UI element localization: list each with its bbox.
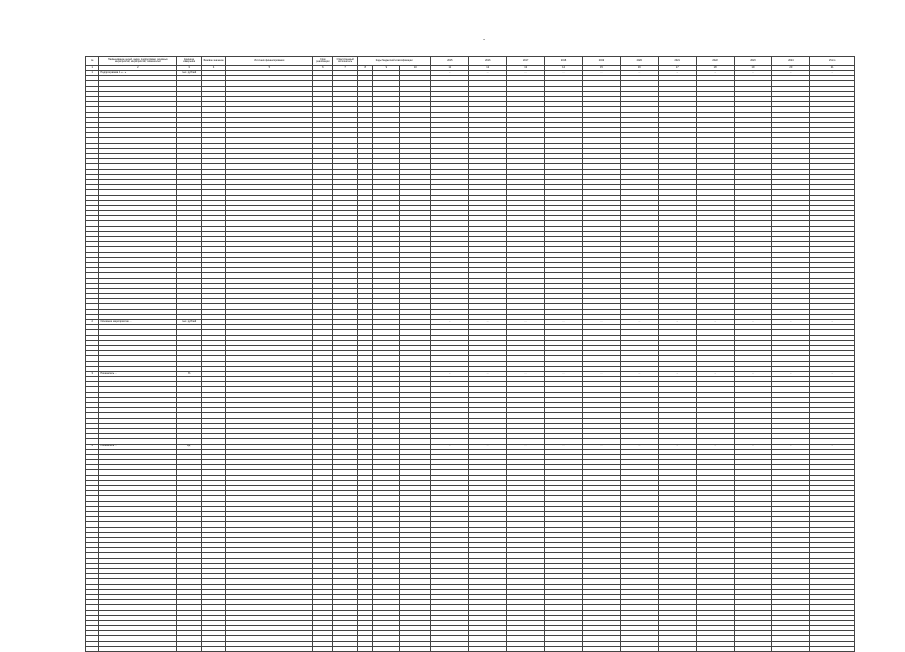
row-total-cell: ... — [810, 320, 855, 325]
header-year: 2019 — [582, 57, 620, 66]
row-value-cell: ... — [772, 444, 810, 449]
table-cell — [772, 646, 810, 651]
column-number: 1 — [86, 66, 99, 71]
row-value-cell: ... — [507, 371, 545, 376]
header-term: Срок реализации — [313, 57, 333, 66]
table-cell — [313, 646, 333, 651]
row-value-cell: ... — [620, 71, 658, 76]
row-number-cell: 3 — [86, 371, 99, 376]
row-value-cell: ... — [507, 320, 545, 325]
header-base: Базовое значение — [201, 57, 226, 66]
row-name-cell: Подпрограмма 1 «...» — [99, 71, 177, 76]
row-value-cell: ... — [658, 444, 696, 449]
row-value-cell: ... — [658, 320, 696, 325]
row-value-cell: ... — [469, 320, 507, 325]
row-value-cell: ... — [620, 320, 658, 325]
row-value-cell: ... — [582, 320, 620, 325]
row-total-cell: ... — [810, 371, 855, 376]
column-number: 3 — [177, 66, 202, 71]
row-number-cell: 1 — [86, 71, 99, 76]
row-value-cell: ... — [582, 371, 620, 376]
table-cell — [507, 646, 545, 651]
row-value-cell: ... — [431, 371, 469, 376]
row-value-cell: ... — [772, 320, 810, 325]
page-mark: - — [483, 36, 486, 43]
table-cell — [400, 646, 431, 651]
table-cell — [226, 646, 313, 651]
column-number: 4 — [201, 66, 226, 71]
column-number: 15 — [582, 66, 620, 71]
table-cell — [620, 646, 658, 651]
column-number: 5 — [226, 66, 313, 71]
header-year: 2020 — [620, 57, 658, 66]
row-value-cell: ... — [582, 444, 620, 449]
row-name-cell: Основное мероприятие ... — [99, 320, 177, 325]
column-number: 16 — [620, 66, 658, 71]
header-year: 2016 — [469, 57, 507, 66]
row-value-cell: ... — [734, 320, 772, 325]
table-row — [86, 646, 855, 651]
column-number: 14 — [545, 66, 583, 71]
row-value-cell: ... — [734, 444, 772, 449]
column-number: 12 — [469, 66, 507, 71]
row-total-cell: ... — [810, 444, 855, 449]
header-year: 2024 — [772, 57, 810, 66]
table-cell — [545, 646, 583, 651]
row-value-cell: ... — [469, 371, 507, 376]
table-body — [86, 66, 855, 652]
column-number: 18 — [696, 66, 734, 71]
table-cell — [373, 646, 400, 651]
table-cell — [658, 646, 696, 651]
header-total: Итого — [810, 57, 855, 66]
header-year: 2017 — [507, 57, 545, 66]
row-value-cell: ... — [431, 71, 469, 76]
column-number: 2 — [99, 66, 177, 71]
row-unit-cell: тыс. рублей — [177, 320, 202, 325]
row-value-cell: ... — [507, 71, 545, 76]
column-number: 7 — [333, 66, 358, 71]
row-number-cell: 4 — [86, 444, 99, 449]
column-number: 11 — [431, 66, 469, 71]
row-value-cell: ... — [620, 371, 658, 376]
row-unit-cell: тыс. рублей — [177, 71, 202, 76]
header-resp: Ответственный исполнитель — [333, 57, 358, 66]
row-name-cell: Показатель ... — [99, 371, 177, 376]
row-value-cell: ... — [469, 444, 507, 449]
table-cell — [333, 646, 358, 651]
row-number-cell: 2 — [86, 320, 99, 325]
header-no: № — [86, 57, 99, 66]
table-cell — [431, 646, 469, 651]
table-cell — [357, 646, 373, 651]
table-cell — [582, 646, 620, 651]
table-cell — [99, 646, 177, 651]
row-value-cell: ... — [658, 371, 696, 376]
column-number: 9 — [373, 66, 400, 71]
column-number: 13 — [507, 66, 545, 71]
row-value-cell: ... — [545, 71, 583, 76]
column-number: 21 — [810, 66, 855, 71]
header-unit: Единица измерения — [177, 57, 202, 66]
table-cell — [810, 646, 855, 651]
header-year: 2018 — [545, 57, 583, 66]
header-source: Источник финансирования — [226, 57, 313, 66]
column-number: 8 — [357, 66, 373, 71]
row-value-cell: ... — [658, 71, 696, 76]
row-value-cell: ... — [734, 371, 772, 376]
header-codes: Коды бюджетной классификации — [357, 57, 431, 66]
column-number: 6 — [313, 66, 333, 71]
row-value-cell: ... — [696, 444, 734, 449]
row-value-cell: ... — [696, 371, 734, 376]
row-value-cell: ... — [696, 320, 734, 325]
table-cell — [86, 646, 99, 651]
row-value-cell: ... — [431, 444, 469, 449]
header-year: 2023 — [734, 57, 772, 66]
table-cell — [201, 646, 226, 651]
row-value-cell: ... — [772, 71, 810, 76]
row-unit-cell: ед. — [177, 444, 202, 449]
column-number: 19 — [734, 66, 772, 71]
row-unit-cell: % — [177, 371, 202, 376]
row-value-cell: ... — [696, 71, 734, 76]
column-number: 17 — [658, 66, 696, 71]
table-cell — [696, 646, 734, 651]
column-number: 20 — [772, 66, 810, 71]
header-year: 2015 — [431, 57, 469, 66]
row-value-cell: ... — [507, 444, 545, 449]
table-cell — [469, 646, 507, 651]
row-total-cell: ... — [810, 71, 855, 76]
row-value-cell: ... — [582, 71, 620, 76]
row-value-cell: ... — [772, 371, 810, 376]
header-year: 2022 — [696, 57, 734, 66]
row-value-cell: ... — [620, 444, 658, 449]
header-year: 2021 — [658, 57, 696, 66]
program-table — [85, 56, 855, 652]
column-number: 10 — [400, 66, 431, 71]
table-cell — [177, 646, 202, 651]
row-value-cell: ... — [431, 320, 469, 325]
header-row — [86, 57, 855, 66]
row-value-cell: ... — [545, 444, 583, 449]
row-value-cell: ... — [469, 71, 507, 76]
row-name-cell: Показатель ... — [99, 444, 177, 449]
row-value-cell: ... — [545, 320, 583, 325]
table-cell — [734, 646, 772, 651]
row-value-cell: ... — [545, 371, 583, 376]
header-name: Наименование целей, задач, подпрограмм, основных мероприятий, мероприятий, показателей — [99, 57, 177, 66]
row-value-cell: ... — [734, 71, 772, 76]
